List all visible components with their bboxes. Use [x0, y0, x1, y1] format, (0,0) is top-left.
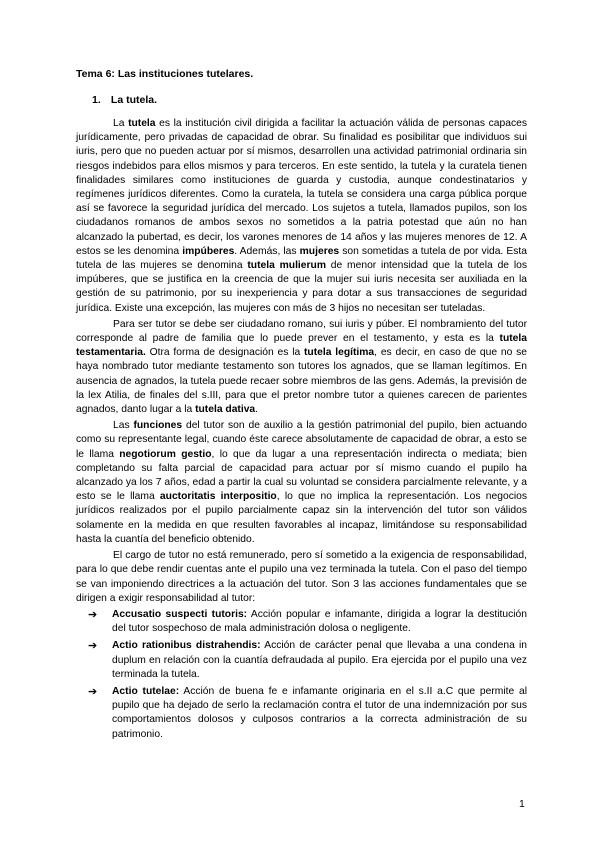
- p3-text: , lo que da lugar a una representación indirecta o mediata; bien completando su falta parcial de capacidad para actuar por sí mismo cuando el pupilo ha alcanzado ya los 7 años, edad a partir la cual su voluntad se considera parcialmente relevante, y a esto se le llama: [76, 448, 527, 503]
- p2-text: .: [255, 404, 259, 416]
- term-mujeres: mujeres: [299, 245, 340, 257]
- action-text: Acción de buena fe e infamante originaria en el s.II a.C que permite al pupilo que ha dejado de serlo la reclamación contra el tutor de una indemnización por sus comportamientos dolosos y culposos contrarios a la correcta administración de su patrimonio.: [112, 685, 527, 740]
- arrow-icon: ➔: [88, 608, 98, 621]
- page-number: 1: [519, 798, 525, 810]
- p2-text: Para ser tutor se debe ser ciudadano romano, sui iuris y púber. El nombramiento del tutor corresponde al padre de familia que lo puede prever en el testamento, y esta es la: [76, 318, 527, 345]
- paragraph-4: El cargo de tutor no está remunerado, pero sí sometido a la exigencia de responsabilidad, para lo que debe rendir cuentas ante el pupilo una vez terminada la tutela. Con el paso del tiempo se van imponiendo directrices a la actuación del tutor. Son 3 las acciones fundamentales que se dirigen a exigir responsabilidad al tutor:: [76, 550, 527, 604]
- term-negotiorum-gestio: negotiorum gestio: [119, 448, 212, 460]
- p1-text: . Además, las: [234, 245, 300, 257]
- p3-text: , lo que no implica la representación. Los negocios jurídicos realizados por el pupilo parcialmente capaz sin la intervención del tutor son válidos solamente en la medida en que resulten favorables al incapaz, limitándose su responsabilidad hasta la cuantía del beneficio obtenido.: [76, 491, 528, 545]
- action-text: Acción de carácter penal que llevaba a una condena in duplum en relación con la cuantía defraudada al pupilo. Era ejercida por el pupilo una vez terminada la tutela.: [112, 640, 528, 680]
- p1-text: es la institución civil dirigida a facilitar la actuación válida de personas capaces jurídicamente, pero privadas de capacidad de obrar. Su finalidad es posibilitar que individuos sui iuris, pero que no pueden actuar por sí mismos, desarrollen una actividad patrimonial ordinaria sin riesgos indebidos para ellos mismos y para terceros. En este sentido, la tutela y la curatela tienen finalidades similares como instituciones de guarda y custodia, aunque condestinatarios y regímenes jurídicos diferentes. Como la curatela, la tutela se considera una carga pública porque así se favorece la seguridad jurídica del mercado. Los sujetos a tutela, llamados pupilos, son los ciudadanos romanos de ambos sexos no sometidos a la patria potestad que aún no han alcanzado la pubertad, es decir, los varones menores de 14 años y las mujeres menores de 12. A estos se les denomina: [76, 118, 527, 257]
- p1-text: son sometidas a tutela de por vida. Esta tutela de las mujeres se denomina: [76, 245, 527, 272]
- p1-text: de menor intensidad que la tutela de los impúberes, que se justifica en la creencia de que la mujer sui iuris necesita ser auxiliada en la gestión de su patrimonio, por su inexperiencia y para dotar a sus transacciones de seguridad jurídica. Existe una excepción, las mujeres con más de 3 hijos no necesitan ser tuteladas.: [76, 260, 527, 314]
- list-item: [88, 608, 527, 636]
- arrow-icon: ➔: [88, 640, 98, 653]
- paragraph-2: [76, 318, 527, 417]
- term-tutela: tutela: [128, 118, 156, 129]
- actions-list: [76, 608, 527, 742]
- term-impuberes: impúberes: [182, 245, 235, 257]
- p2-text: Otra forma de designación es la: [145, 347, 304, 359]
- paragraph-3: [76, 419, 527, 547]
- action-name: Actio rationibus distrahendis:: [112, 640, 261, 652]
- term-tutela-dativa: tutela dativa: [195, 404, 256, 416]
- document-title: Tema 6: Las instituciones tutelares.: [76, 68, 254, 80]
- term-tutela-testamentaria: tutela testamentaria.: [76, 333, 527, 359]
- list-item: [88, 639, 527, 682]
- p3-text: del tutor son de auxilio a la gestión patrimonial del pupilo, bien actuando como su representante legal, cuando éste carece absolutamente de capacidad de obrar, a esto se le llama: [76, 420, 528, 460]
- section-label: La tutela.: [110, 94, 158, 106]
- section-heading: [92, 94, 527, 106]
- list-item: [88, 685, 527, 742]
- term-tutela-legitima: tutela legítima: [304, 347, 375, 359]
- action-text: Acción popular e infamante, dirigida a lograr la destitución del tutor sospechoso de mala administración dolosa o negligente.: [112, 608, 528, 635]
- action-name: Accusatio suspecti tutoris:: [112, 608, 248, 620]
- term-funciones: funciones: [133, 420, 183, 432]
- term-auctoritatis-interpositio: auctoritatis interpositio: [159, 491, 277, 503]
- document-page: [76, 68, 527, 745]
- p3-text: Las: [113, 420, 134, 432]
- action-name: Actio tutelae:: [112, 685, 180, 697]
- section-number: 1.: [92, 94, 101, 106]
- p1-text: La: [113, 118, 129, 129]
- term-tutela-mulierum: tutela mulierum: [247, 260, 326, 272]
- p2-text: , es decir, en caso de que no se haya nombrado tutor mediante testamento son tutores los agnados, que se llaman legítimos. En ausencia de agnados, la tutela puede recaer sobre miembros de las gens. Además, la previsión de la lex Atilia, de finales del s.III, para que el pretor nombre tutor a quienes carecen de parientes agnados, danto lugar a la: [76, 347, 527, 416]
- paragraph-1: [76, 117, 527, 316]
- arrow-icon: ➔: [88, 685, 98, 698]
